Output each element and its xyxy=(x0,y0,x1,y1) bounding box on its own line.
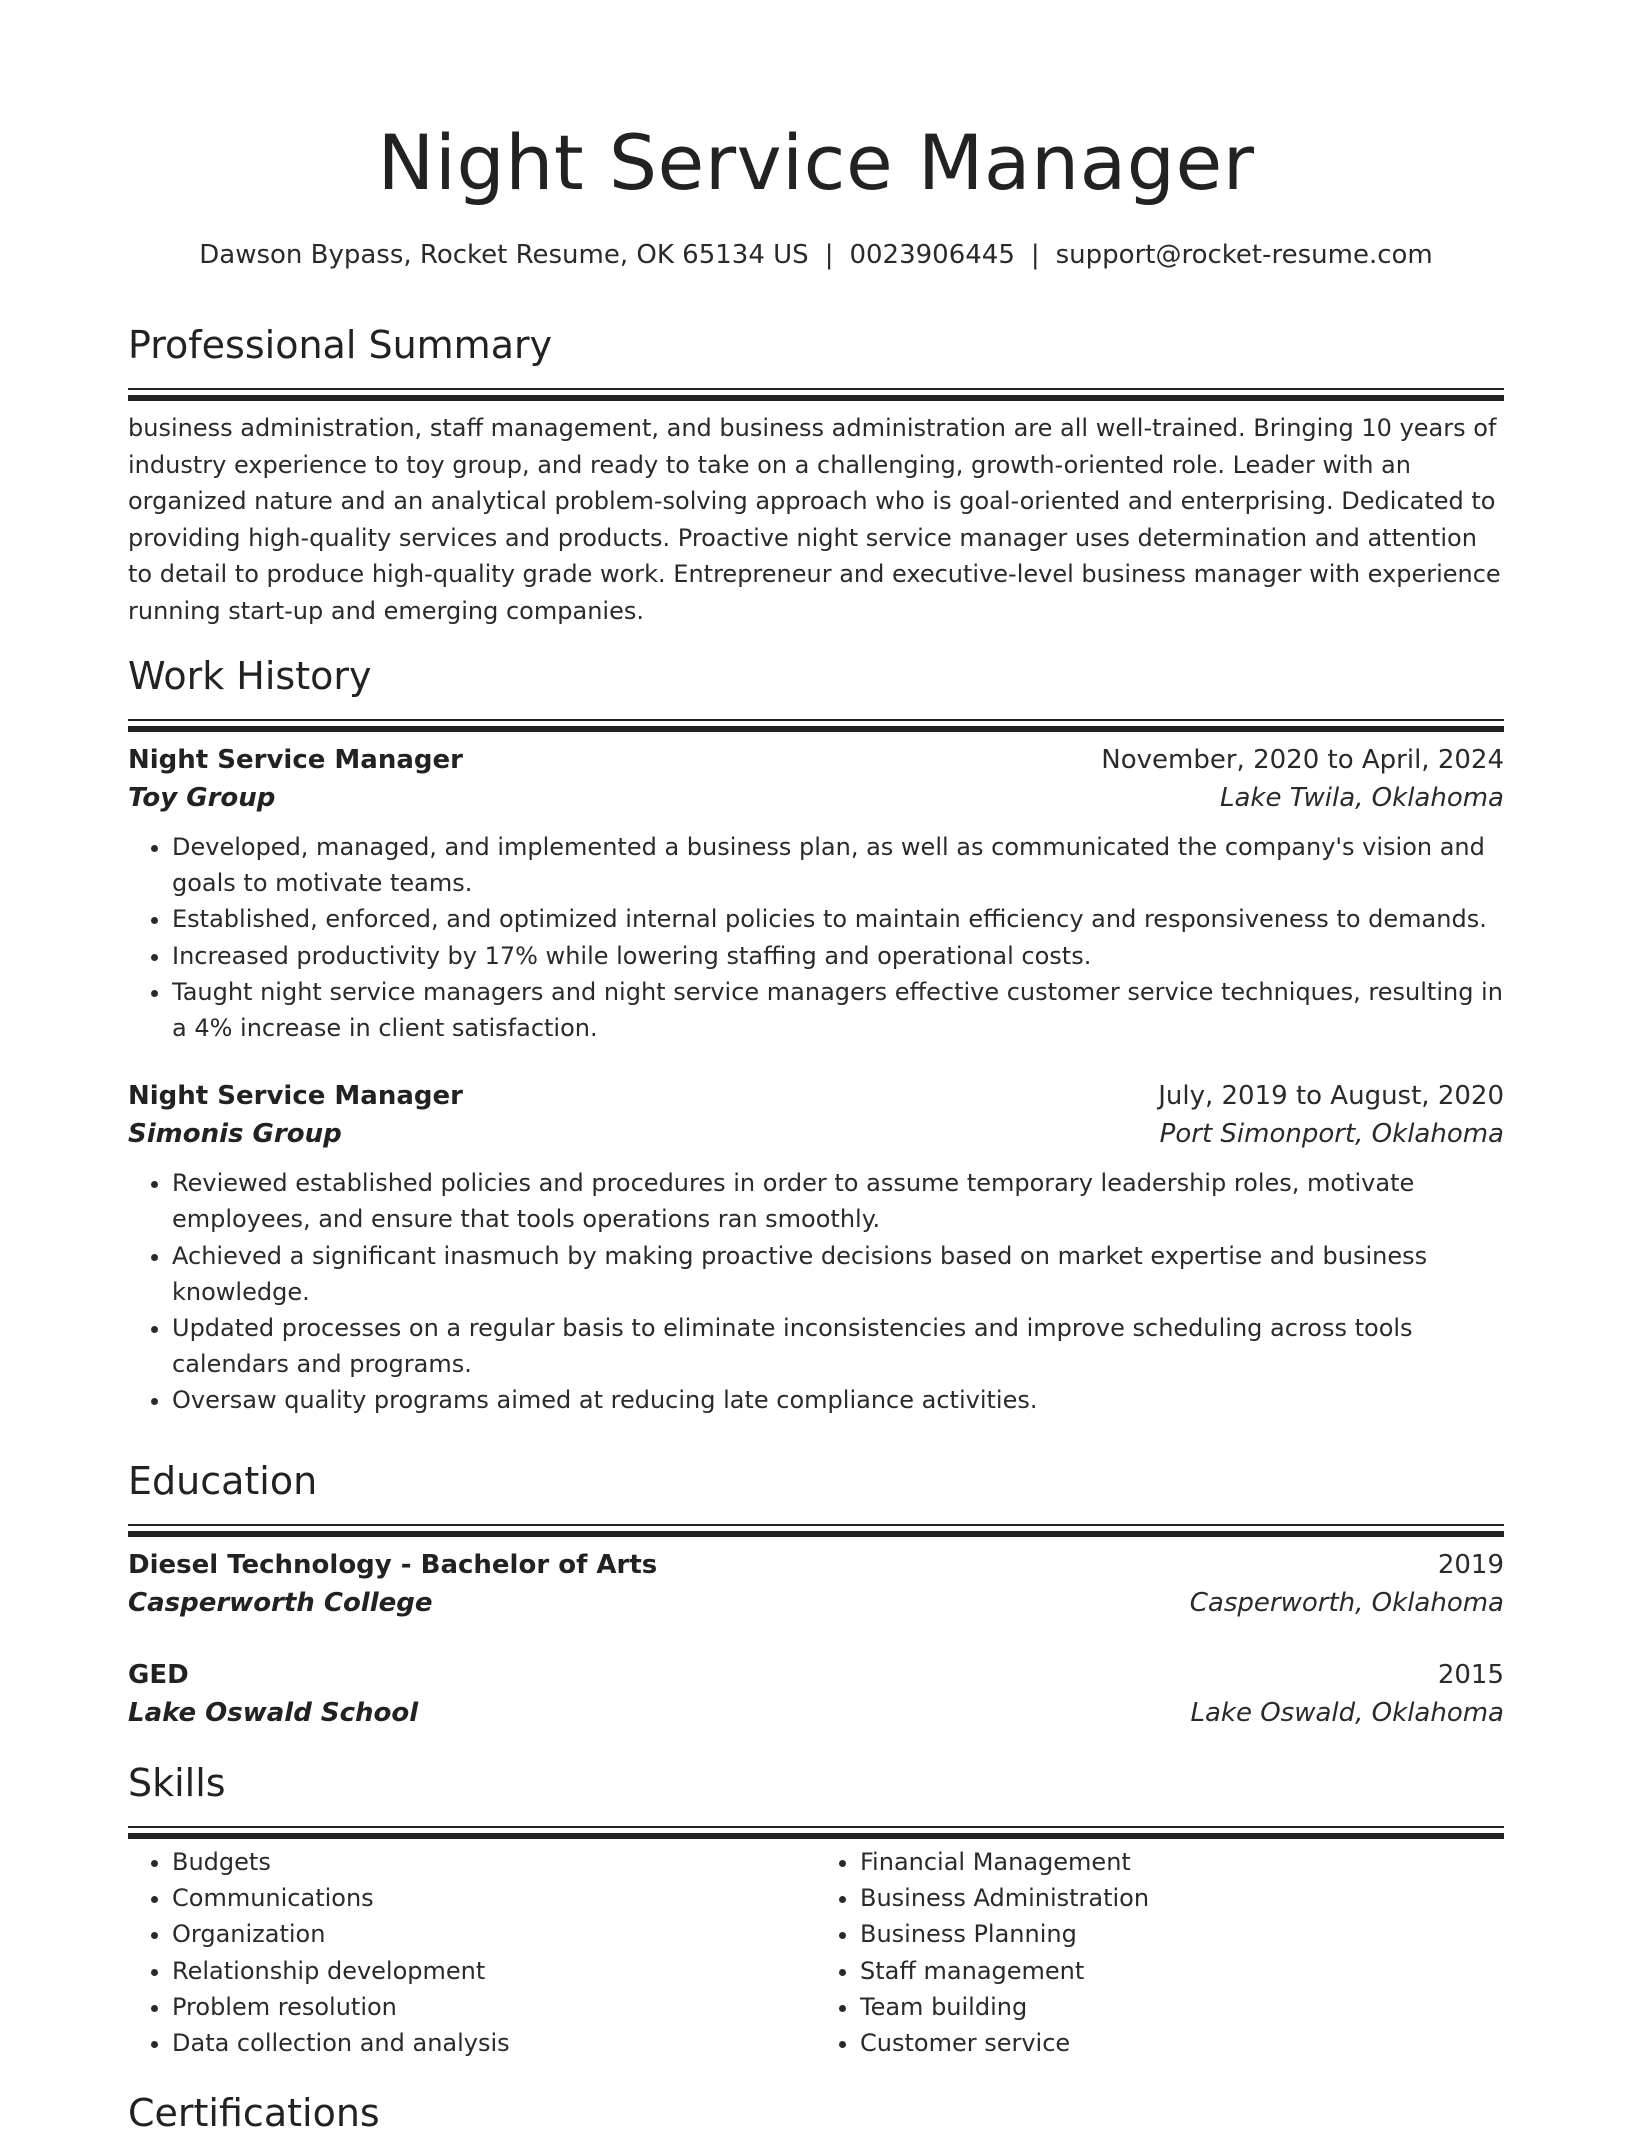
section-rule xyxy=(128,388,1504,400)
job-bullet: • Reviewed established policies and procedures in order to assume temporary leadership roles, motivate employees, and ensure that tools operations ran smoothly. xyxy=(172,1165,1504,1237)
education-year: 2015 xyxy=(1437,1660,1504,1690)
job-dates: November, 2020 to April, 2024 xyxy=(1101,745,1504,775)
skills-section xyxy=(128,1758,1504,2061)
skill-item: • Customer service xyxy=(860,2025,1504,2061)
job-dates: July, 2019 to August, 2020 xyxy=(1158,1081,1504,1112)
section-rule xyxy=(128,1826,1504,1838)
job-location: Lake Twila, Oklahoma xyxy=(1220,783,1504,813)
skill-item: • Data collection and analysis xyxy=(172,2025,816,2061)
education-school: Casperworth College xyxy=(128,1588,433,1618)
skill-item: • Communications xyxy=(172,1880,816,1916)
section-heading: Certifications xyxy=(128,2091,380,2135)
certifications-section xyxy=(128,2088,1504,2138)
job-header xyxy=(128,741,1504,779)
education-subheader xyxy=(128,1694,1504,1732)
work-section xyxy=(128,651,1504,1419)
job-bullet: • Taught night service managers and night service managers effective customer service techniques, resulting in a 4% increase in client satisfaction. xyxy=(172,974,1504,1046)
job-bullet: • Developed, managed, and implemented a business plan, as well as communicated the company's vision and goals to motivate teams. xyxy=(172,829,1504,901)
contact-line xyxy=(128,240,1504,270)
skill-item: • Relationship development xyxy=(172,1953,816,1989)
job-bullet: • Increased productivity by 17% while lowering staffing and operational costs. xyxy=(172,938,1504,974)
education-section xyxy=(128,1456,1504,1732)
job-title: Night Service Manager xyxy=(128,1081,463,1112)
education-header xyxy=(128,1656,1504,1694)
skill-item: • Business Administration xyxy=(860,1880,1504,1916)
education-year: 2019 xyxy=(1437,1550,1504,1580)
contact-email: support@rocket-resume.com xyxy=(1055,240,1433,270)
education-degree: GED xyxy=(128,1660,189,1690)
skill-item: • Financial Management xyxy=(860,1844,1504,1880)
section-heading: Skills xyxy=(128,1761,226,1805)
skill-item: • Budgets xyxy=(172,1844,816,1880)
job-bullets xyxy=(128,1165,1504,1418)
section-rule xyxy=(128,1524,1504,1536)
skills-list-left xyxy=(128,1844,816,2061)
job-company: Simonis Group xyxy=(128,1119,342,1150)
skill-item: • Team building xyxy=(860,1989,1504,2025)
education-location: Lake Oswald, Oklahoma xyxy=(1190,1698,1504,1728)
contact-separator: | xyxy=(1030,240,1040,270)
section-rule xyxy=(128,719,1504,731)
contact-phone: 0023906445 xyxy=(849,240,1015,270)
job-bullets xyxy=(128,829,1504,1046)
skill-item: • Problem resolution xyxy=(172,1989,816,2025)
job-location: Port Simonport, Oklahoma xyxy=(1159,1119,1504,1150)
job-header xyxy=(128,1077,1504,1115)
job-bullet: • Oversaw quality programs aimed at reducing late compliance activities. xyxy=(172,1382,1504,1418)
job-bullet: • Achieved a significant inasmuch by making proactive decisions based on market expertise and business knowledge. xyxy=(172,1238,1504,1310)
education-school: Lake Oswald School xyxy=(128,1698,419,1728)
education-entry xyxy=(128,1656,1504,1732)
job-bullet: • Updated processes on a regular basis to eliminate inconsistencies and improve scheduling across tools calendars and programs. xyxy=(172,1310,1504,1382)
section-heading: Education xyxy=(128,1459,318,1503)
contact-address: Dawson Bypass, Rocket Resume, OK 65134 US xyxy=(199,240,809,270)
education-entry xyxy=(128,1546,1504,1622)
contact-separator: | xyxy=(824,240,834,270)
summary-section xyxy=(128,320,1504,629)
job-subheader xyxy=(128,1115,1504,1153)
skills-columns xyxy=(128,1844,1504,2061)
education-subheader xyxy=(128,1584,1504,1622)
job-entry xyxy=(128,741,1504,1046)
education-header xyxy=(128,1546,1504,1584)
resume-name: Night Service Manager xyxy=(377,118,1255,207)
job-subheader xyxy=(128,779,1504,817)
education-degree: Diesel Technology - Bachelor of Arts xyxy=(128,1550,658,1580)
skill-item: • Staff management xyxy=(860,1953,1504,1989)
skill-item: • Organization xyxy=(172,1916,816,1952)
section-heading: Professional Summary xyxy=(128,323,553,367)
job-entry xyxy=(128,1077,1504,1418)
skill-item: • Business Planning xyxy=(860,1916,1504,1952)
job-title: Night Service Manager xyxy=(128,745,463,775)
education-location: Casperworth, Oklahoma xyxy=(1189,1588,1504,1618)
summary-text: business administration, staff management, and business administration are all well-trained. Bringing 10 years of industry experience to toy group, and ready to take on a challenging, growth-oriented role. Leader with an organized nature and an analytical problem-solving approach who is goal-oriented and enterprising. Dedicated to providing high-quality services and products. Proactive night service manager uses determination and attention to detail to produce high-quality grade work. Entrepreneur and executive-level business manager with experience running start-up and emerging companies. xyxy=(128,414,1501,625)
section-heading: Work History xyxy=(128,654,372,698)
skills-list-right xyxy=(816,1844,1504,2061)
job-bullet: • Established, enforced, and optimized internal policies to maintain efficiency and responsiveness to demands. xyxy=(172,901,1504,937)
job-company: Toy Group xyxy=(128,783,276,813)
